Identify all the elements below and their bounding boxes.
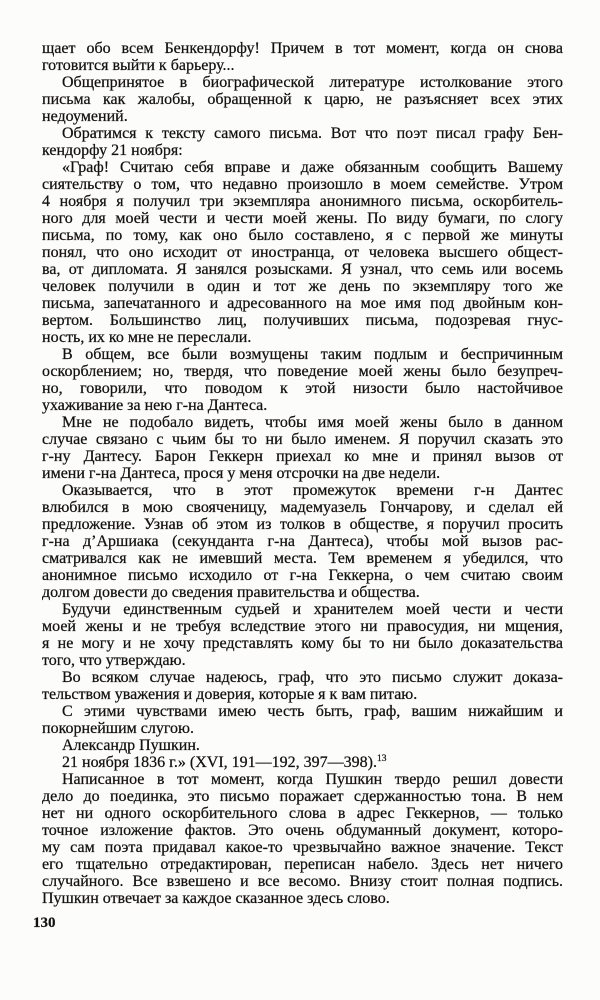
text-line: щает обо всем Бенкендорфу! Причем в тот момент, когда он снова xyxy=(42,40,563,57)
text-line: ухаживание за нею г-на Дантеса. xyxy=(42,397,268,414)
paragraph xyxy=(42,159,563,346)
text-line: Написанное в тот момент, когда Пушкин твердо решил довести xyxy=(62,771,563,788)
paragraph xyxy=(42,346,563,414)
text-line: г-на д’Аршиака (секунданта г-на Дантеса), чтобы мой вызов рас- xyxy=(42,533,563,550)
text-line: С этими чувствами имею честь быть, граф, вашим нижайшим и xyxy=(62,703,563,720)
text-line: Обратимся к тексту самого письма. Вот что поэт писал графу Бен- xyxy=(62,125,563,142)
paragraph xyxy=(42,601,563,669)
text-line: 4 ноября я получил три экземпляра анонимного письма, оскорбитель- xyxy=(42,193,563,210)
text-line: анонимное письмо исходило от г-на Геккерна, о чем считаю своим xyxy=(42,567,563,584)
text-line: тельством уважения и доверия, которые я к вам питаю. xyxy=(42,686,418,703)
paragraph xyxy=(42,754,563,771)
text-line: вертом. Большинство лиц, получивших письма, подозревая гнус- xyxy=(42,312,563,329)
text-line: человек получили в один и тот же день по экземпляру того же xyxy=(42,278,563,295)
text-line: готовится выйти к барьеру... xyxy=(42,57,235,74)
text-line xyxy=(42,754,563,771)
text-line: ность, их ко мне не переслали. xyxy=(42,329,252,346)
paragraph xyxy=(42,74,563,125)
text-line: письма, запечатанного и адресованного на мое имя под двойным кон- xyxy=(42,295,563,312)
text-line: Будучи единственным судьей и хранителем моей чести и чести xyxy=(62,601,563,618)
paragraph xyxy=(42,737,563,754)
text-line: случае связано с чьим бы то ни было именем. Я поручил сказать это xyxy=(42,431,563,448)
text-line: Оказывается, что в этот промежуток времени г-н Дантес xyxy=(62,482,563,499)
text-line: Мне не подобало видеть, чтобы имя моей жены было в данном xyxy=(62,414,563,431)
text-line: того, что утверждаю. xyxy=(42,652,186,669)
text-line: му сам поэта придавал какое-то чрезвычайно важное значение. Текст xyxy=(42,839,563,856)
text-line: моей жены и не требуя вследствие этого ни правосудия, ни мщения, xyxy=(42,618,563,635)
text-line: недоумений. xyxy=(42,108,128,125)
text-line: я не могу и не хочу представлять кому бы то ни было доказательства xyxy=(42,635,563,652)
paragraph xyxy=(42,482,563,601)
text-line: покорнейшим слугою. xyxy=(42,720,194,737)
text-line: сиятельству о том, что недавно произошло в моем семействе. Утром xyxy=(42,176,563,193)
footnote-marker: 13 xyxy=(376,754,387,764)
text-line: его тщательно отредактирован, переписан набело. Здесь нет ничего xyxy=(42,856,563,873)
text-line: Общепринятое в биографической литературе истолкование этого xyxy=(62,74,563,91)
text-line: долгом довести до сведения правительства и общества. xyxy=(42,584,420,601)
text-line: дело до поединка, это письмо поражает сдержанностью тона. В нем xyxy=(42,788,563,805)
paragraph xyxy=(42,771,563,907)
paragraph xyxy=(42,703,563,737)
text-line: нет ни одного оскорбительного слова в адрес Геккернов, — только xyxy=(42,805,563,822)
paragraph xyxy=(42,669,563,703)
text-line: Во всяком случае надеюсь, граф, что это письмо служит доказа- xyxy=(62,669,563,686)
text-line: оскорблением; но, твердя, что поведение моей жены было безупреч- xyxy=(42,363,563,380)
text-line: кендорфу 21 ноября: xyxy=(42,142,183,159)
text-line: «Граф! Считаю себя вправе и даже обязанным сообщить Вашему xyxy=(62,159,563,176)
text-line: понял, что оно исходит от иностранца, от человека высшего общест- xyxy=(42,244,563,261)
text-line: ва, от дипломата. Я занялся розысками. Я узнал, что семь или восемь xyxy=(42,261,563,278)
text-line: предложение. Узнав об этом из толков в обществе, я поручил просить xyxy=(42,516,563,533)
text-line: ного для моей чести и чести моей жены. По виду бумаги, по слогу xyxy=(42,210,563,227)
paragraph xyxy=(42,125,563,159)
text-line: случайного. Все взвешено и все весомо. Внизу стоит полная подпись. xyxy=(42,873,563,890)
text-line: Пушкин отвечает за каждое сказанное здесь слово. xyxy=(42,890,390,907)
text-line: влюбился в мою свояченицу, мадемуазель Гончарову, и сделал ей xyxy=(42,499,563,516)
page-number: 130 xyxy=(33,915,56,931)
text-line: точное изложение фактов. Это очень обдуманный документ, которо- xyxy=(42,822,563,839)
page-text xyxy=(42,40,563,907)
text-line: но, говорили, что поводом к этой низости было настойчивое xyxy=(42,380,563,397)
text-line: сматривался как не имевший места. Тем временем я убедился, что xyxy=(42,550,563,567)
text-line: Александр Пушкин. xyxy=(62,737,200,754)
paragraph xyxy=(42,414,563,482)
text-line: письма как жалобы, обращенной к царю, не разъясняет всех этих xyxy=(42,91,563,108)
citation-text: 21 ноября 1836 г.» (XVI, 191—192, 397—398). xyxy=(62,754,377,771)
text-line: письма, по тому, как оно было составлено, я с первой же минуты xyxy=(42,227,563,244)
text-line: В общем, все были возмущены таким подлым и беспричинным xyxy=(62,346,563,363)
text-line: г-ну Дантесу. Барон Геккерн приехал ко мне и принял вызов от xyxy=(42,448,563,465)
paragraph xyxy=(42,40,563,74)
text-line: имени г-на Дантеса, прося у меня отсрочки на две недели. xyxy=(42,465,441,482)
